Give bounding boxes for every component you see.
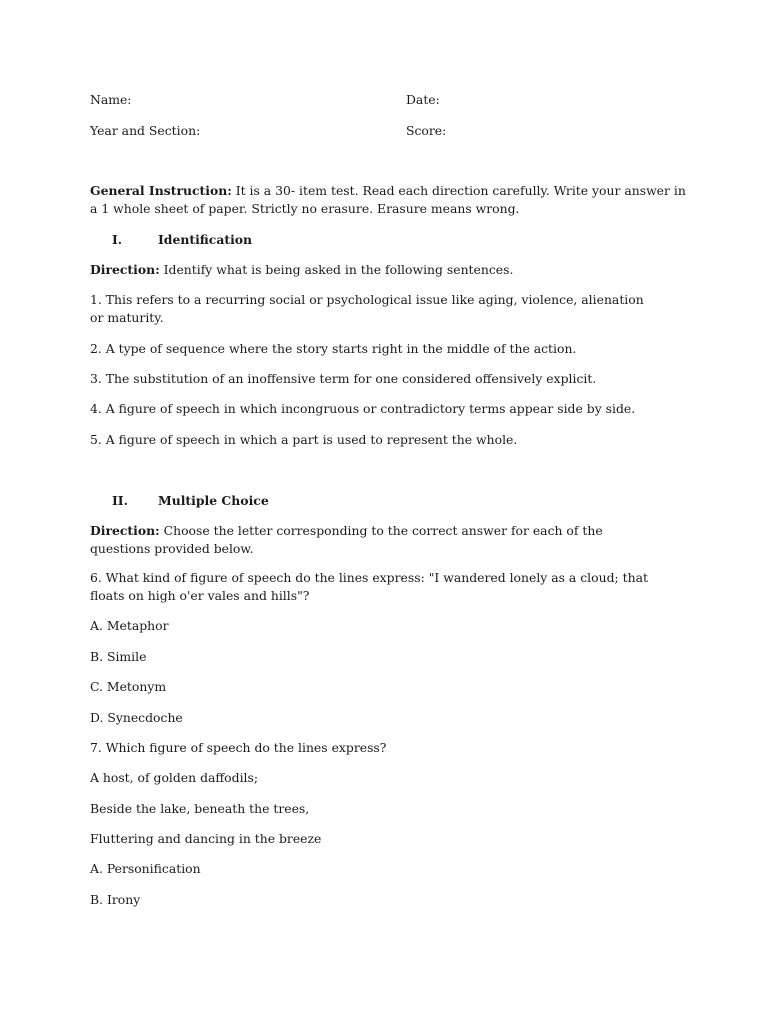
list-item-5: 5. A figure of speech in which a part is used to represent the whole. [90, 432, 518, 447]
q7-choice-a: A. Personification [90, 861, 201, 876]
section1-direction [90, 261, 513, 279]
section2-direction [90, 522, 660, 558]
list-item-2: 2. A type of sequence where the story starts right in the middle of the action. [90, 341, 577, 356]
section2-direction-text: Choose the letter corresponding to the correct answer for each of the questions provided below. [90, 523, 603, 556]
question-6: 6. What kind of figure of speech do the lines express: "I wandered lonely as a cloud; that floats on high o'er vales and hills"? [90, 570, 648, 603]
q6-choice-d: D. Synecdoche [90, 710, 183, 725]
question-7: 7. Which figure of speech do the lines express? [90, 740, 387, 755]
q6-choice-c: C. Metonym [90, 679, 167, 694]
section1-title: Identification [158, 232, 253, 247]
q7-verse-line-3: Fluttering and dancing in the breeze [90, 831, 322, 846]
list-item-1: 1. This refers to a recurring social or psychological issue like aging, violence, alienation or maturity. [90, 292, 644, 325]
list-item-3: 3. The substitution of an inoffensive term for one considered offensively explicit. [90, 371, 597, 386]
section1-number: I. [112, 232, 123, 247]
q7-verse-line-2: Beside the lake, beneath the trees, [90, 801, 310, 816]
q7-choice-b: B. Irony [90, 892, 141, 907]
general-instruction-label: General Instruction: [90, 183, 232, 198]
score-label: Score: [406, 123, 447, 138]
section2-title: Multiple Choice [158, 493, 269, 508]
q7-verse-line-1: A host, of golden daffodils; [90, 770, 259, 785]
section2-direction-label: Direction: [90, 523, 160, 538]
list-item-4: 4. A figure of speech in which incongruous or contradictory terms appear side by side. [90, 401, 636, 416]
general-instruction [90, 182, 690, 218]
section1-direction-label: Direction: [90, 262, 160, 277]
name-label: Name: [90, 92, 132, 107]
section1-direction-text: Identify what is being asked in the following sentences. [159, 262, 514, 277]
date-label: Date: [406, 92, 440, 107]
general-instruction-text: It is a 30- item test. Read each direction carefully. Write your answer in a 1 whole sheet of paper. Strictly no erasure. Erasure means wrong. [90, 183, 686, 216]
year-section-label: Year and Section: [90, 123, 201, 138]
q6-choice-a: A. Metaphor [90, 618, 169, 633]
q6-choice-b: B. Simile [90, 649, 147, 664]
section2-number: II. [112, 493, 128, 508]
